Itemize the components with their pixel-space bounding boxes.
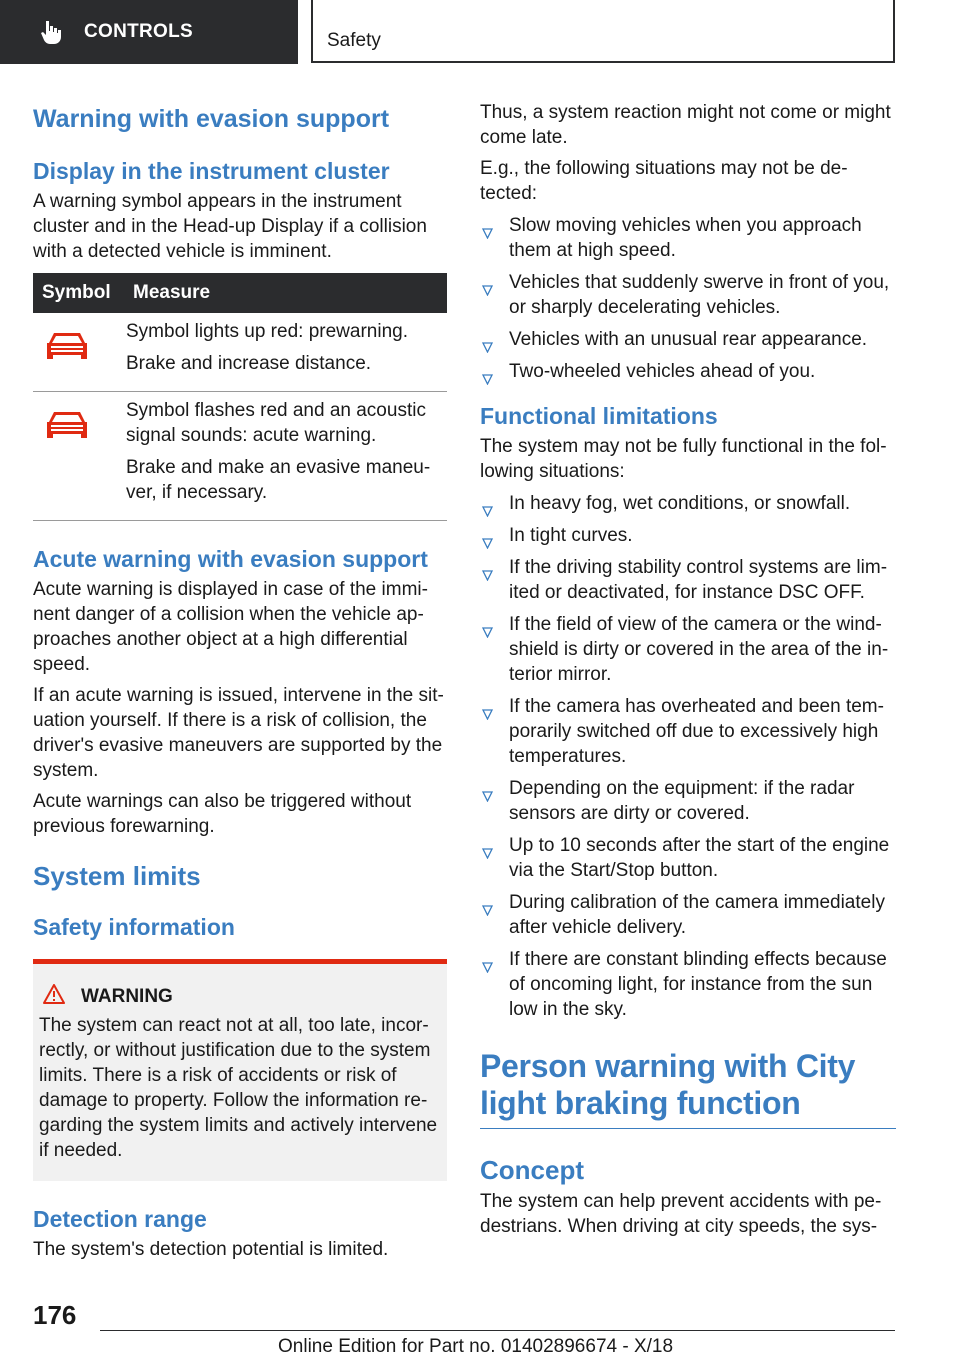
list-item: In heavy fog, wet conditions, or snowfall. (480, 491, 896, 516)
footer-edition: Online Edition for Part no. 01402896674 - X/18 (278, 1336, 674, 1357)
list-item: During calibration of the camera immediately after vehicle delivery. (480, 890, 896, 940)
list-item: Depending on the equipment: if the radar sensors are dirty or covered. (480, 776, 896, 826)
triangle-bullet-icon (482, 702, 493, 713)
hand-pointer-icon (40, 19, 62, 45)
car-warning-icon (43, 350, 91, 367)
section-label: Safety (327, 30, 381, 51)
heading-rule (480, 1128, 896, 1129)
left-column (33, 100, 447, 1262)
paragraph-eg: E.g., the following situations may not be detected: (480, 158, 848, 204)
triangle-bullet-icon (482, 620, 493, 631)
page-number: 176 (33, 1300, 77, 1330)
heading-acute-warning: Acute warning with evasion support (33, 546, 428, 572)
triangle-bullet-icon (482, 784, 493, 795)
car-warning-icon (43, 429, 91, 446)
list-item: If there are constant blinding effects because of oncoming light, for instance from the sun low in the sky. (480, 947, 896, 1022)
table-cell-text: Symbol flashes red and an acoustic signal sounds: acute warning. (126, 400, 426, 446)
heading-display-cluster: Display in the instrument cluster (33, 158, 390, 184)
symbol-table (33, 273, 447, 521)
table-row (33, 313, 447, 392)
heading-warning-evasion: Warning with evasion support (33, 105, 390, 133)
list-undetected-situations (480, 213, 896, 384)
triangle-bullet-icon (482, 563, 493, 574)
paragraph-acute-2: If an acute warning is issued, intervene in the situation yourself. If there is a risk of collision, the driver's evasive maneuvers are supported by the system. (33, 685, 444, 781)
paragraph-concept: The system can help prevent accidents with pedestrians. When driving at city speeds, the sys- (480, 1191, 882, 1237)
list-item: Vehicles with an unusual rear appearance. (480, 327, 896, 352)
triangle-bullet-icon (482, 221, 493, 232)
list-item: If the field of view of the camera or the windshield is dirty or covered in the area of the interior mirror. (480, 612, 896, 687)
heading-person-warning: Person warning with City light braking function (480, 1048, 856, 1121)
chapter-label: CONTROLS (84, 21, 194, 42)
list-item: Vehicles that suddenly swerve in front of you, or sharply decelerating vehicles. (480, 270, 896, 320)
warning-label: WARNING (81, 985, 173, 1007)
table-cell-text: Symbol lights up red: prewarning. (126, 321, 408, 342)
heading-system-limits: System limits (33, 861, 201, 891)
warning-triangle-icon (43, 984, 65, 1009)
heading-concept: Concept (480, 1155, 584, 1185)
heading-detection-range: Detection range (33, 1206, 207, 1232)
heading-functional-limitations: Functional limitations (480, 403, 718, 429)
table-row (33, 392, 447, 521)
triangle-bullet-icon (482, 531, 493, 542)
list-item: Up to 10 seconds after the start of the engine via the Start/Stop button. (480, 833, 896, 883)
list-functional-limitations (480, 491, 896, 1022)
paragraph-continued: Thus, a system reaction might not come or might come late. (480, 102, 891, 148)
paragraph-display: A warning symbol appears in the instrument cluster and in the Head-up Display if a collision with a detected vehicle is imminent. (33, 191, 427, 262)
right-column (480, 100, 896, 1239)
triangle-bullet-icon (482, 898, 493, 909)
warning-text: The system can react not at all, too late, incorrectly, or without justification due to the system limits. There is a risk of accidents or risk of damage to property. Follow the information regarding the system limits and actively intervene if needed. (39, 1015, 438, 1161)
triangle-bullet-icon (482, 335, 493, 346)
warning-box (33, 959, 447, 1181)
list-item: Two-wheeled vehicles ahead of you. (480, 359, 896, 384)
table-header-symbol: Symbol (33, 273, 124, 313)
list-item: In tight curves. (480, 523, 896, 548)
triangle-bullet-icon (482, 955, 493, 966)
table-header-measure: Measure (124, 273, 447, 313)
table-cell-text: Brake and increase distance. (126, 353, 372, 374)
paragraph-detection: The system's detection potential is limited. (33, 1239, 389, 1260)
triangle-bullet-icon (482, 499, 493, 510)
table-cell-text: Brake and make an evasive maneuver, if necessary. (126, 457, 431, 503)
paragraph-acute-3: Acute warnings can also be triggered without previous forewarning. (33, 791, 412, 837)
chapter-tab (0, 0, 298, 64)
list-item: If the camera has overheated and been temporarily switched off due to excessively high temperatures. (480, 694, 896, 769)
paragraph-acute-1: Acute warning is displayed in case of the imminent danger of a collision when the vehicle approaches another object at a high differential speed. (33, 579, 428, 675)
heading-safety-information: Safety information (33, 914, 235, 940)
footer-rule (100, 1330, 895, 1331)
triangle-bullet-icon (482, 367, 493, 378)
triangle-bullet-icon (482, 841, 493, 852)
section-header (311, 0, 895, 63)
paragraph-functional: The system may not be fully functional in the following situations: (480, 436, 887, 482)
list-item: Slow moving vehicles when you approach them at high speed. (480, 213, 896, 263)
triangle-bullet-icon (482, 278, 493, 289)
list-item: If the driving stability control systems are limited or deactivated, for instance DSC OFF. (480, 555, 896, 605)
